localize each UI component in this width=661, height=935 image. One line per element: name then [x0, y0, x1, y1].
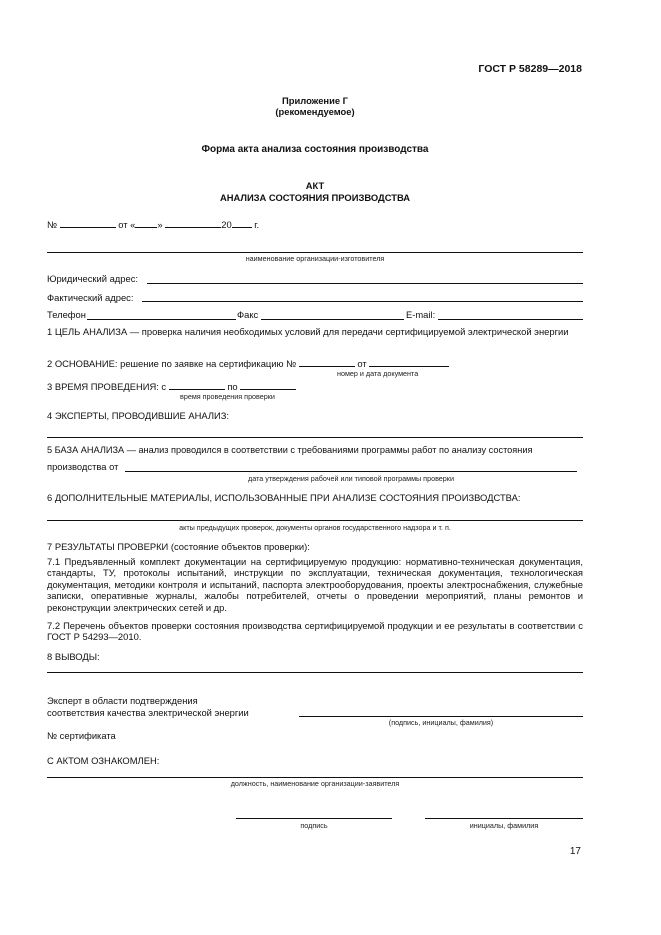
- act-subtitle: АНАЛИЗА СОСТОЯНИЯ ПРОИЗВОДСТВА: [219, 192, 411, 203]
- section-5-production-from: производства от: [47, 461, 119, 472]
- act-month-field[interactable]: [165, 218, 221, 228]
- section-5-base: 5 БАЗА АНАЛИЗА — анализ проводился в соответствии с требованиями программы работ по анализу состояния: [47, 445, 533, 455]
- appendix-title: Приложение Г: [282, 95, 348, 106]
- act-day-field[interactable]: [135, 218, 157, 228]
- section-2-basis: [47, 357, 449, 369]
- expert-title-line-1: Эксперт в области подтверждения: [47, 695, 198, 706]
- section-2-caption: номер и дата документа: [337, 369, 419, 378]
- section-5-caption: дата утверждения рабочей или типовой программы проверки: [248, 474, 454, 483]
- section-6-caption: акты предыдущих проверок, документы органов государственного надзора и т. п.: [179, 523, 451, 532]
- legal-address-label: Юридический адрес:: [47, 273, 138, 284]
- organization-line[interactable]: [47, 252, 583, 253]
- signature-line[interactable]: [236, 818, 392, 819]
- organization-caption: наименование организации-изготовителя: [245, 254, 385, 263]
- year-prefix: 20: [221, 219, 232, 230]
- email-field[interactable]: [438, 319, 583, 320]
- act-number-line: [47, 218, 259, 230]
- date-from-label: от «: [118, 219, 136, 230]
- fax-field[interactable]: [261, 319, 404, 320]
- applicant-caption: должность, наименование организации-заявителя: [230, 779, 400, 788]
- materials-line[interactable]: [47, 520, 583, 521]
- name-line[interactable]: [425, 818, 583, 819]
- section-3-label: 3 ВРЕМЯ ПРОВЕДЕНИЯ: с: [47, 381, 167, 392]
- act-title: АКТ: [305, 180, 325, 191]
- phone-label: Телефон: [47, 309, 86, 320]
- section-7-results: 7 РЕЗУЛЬТАТЫ ПРОВЕРКИ (состояние объектов проверки):: [47, 541, 310, 552]
- time-from-field[interactable]: [169, 380, 225, 390]
- certificate-number-label: № сертификата: [47, 730, 116, 741]
- application-date-field[interactable]: [369, 357, 449, 367]
- section-7-2-objects: 7.2 Перечень объектов проверки состояния производства сертифицируемой продукции и ее результаты в соответствии с ГОСТ Р 54293—2010.: [47, 620, 583, 643]
- number-sign: №: [47, 219, 58, 230]
- expert-signature-line[interactable]: [299, 716, 583, 717]
- expert-signature-caption: (подпись, инициалы, фамилия): [388, 718, 494, 727]
- section-3-to: по: [227, 381, 238, 392]
- section-2-label: 2 ОСНОВАНИЕ: решение по заявке на сертификацию №: [47, 358, 297, 369]
- doc-code: ГОСТ Р 58289—2018: [478, 63, 582, 75]
- signature-caption: подпись: [300, 821, 328, 830]
- actual-address-label: Фактический адрес:: [47, 292, 134, 303]
- act-number-field[interactable]: [60, 218, 116, 228]
- section-3-time: [47, 380, 296, 392]
- actual-address-field[interactable]: [142, 301, 583, 302]
- section-4-experts: 4 ЭКСПЕРТЫ, ПРОВОДИВШИЕ АНАЛИЗ:: [47, 410, 230, 421]
- page-number: 17: [569, 846, 581, 857]
- appendix-subtitle: (рекомендуемое): [275, 106, 355, 117]
- expert-title-line-2: соответствия качества электрической энергии: [47, 707, 249, 718]
- conclusions-line[interactable]: [47, 672, 583, 673]
- phone-field[interactable]: [87, 319, 236, 320]
- program-date-field[interactable]: [125, 471, 577, 472]
- email-label: E-mail:: [406, 309, 436, 320]
- quote-close: »: [157, 219, 163, 230]
- acquainted-label: С АКТОМ ОЗНАКОМЛЕН:: [47, 755, 160, 766]
- applicant-line[interactable]: [47, 777, 583, 778]
- time-to-field[interactable]: [240, 380, 296, 390]
- section-2-from: от: [357, 358, 367, 369]
- act-year-field[interactable]: [232, 218, 252, 228]
- fax-label: Факс: [237, 309, 259, 320]
- section-3-caption: время проведения проверки: [180, 392, 275, 401]
- section-8-conclusions: 8 ВЫВОДЫ:: [47, 651, 100, 662]
- legal-address-field[interactable]: [147, 283, 583, 284]
- experts-line[interactable]: [47, 437, 583, 438]
- form-title: Форма акта анализа состояния производства: [201, 144, 429, 155]
- section-6-materials: 6 ДОПОЛНИТЕЛЬНЫЕ МАТЕРИАЛЫ, ИСПОЛЬЗОВАННЫЕ ПРИ АНАЛИЗЕ СОСТОЯНИЯ ПРОИЗВОДСТВА:: [47, 492, 521, 503]
- name-caption: инициалы, фамилия: [469, 821, 539, 830]
- section-1-goal: 1 ЦЕЛЬ АНАЛИЗА — проверка наличия необходимых условий для передачи сертифицируемой электрической энергии: [47, 326, 569, 337]
- year-suffix: г.: [254, 219, 260, 230]
- section-7-1-documentation: 7.1 Предъявленный комплект документации на сертифицируемую продукцию: нормативно-техническая документация, стандарты, ТУ, протоколы испытаний, инструкции по эксплуатации, техническая документация, технологическая документация, методики контроля и испытаний, паспорта электрооборудования, проекты электроснабжения, служебные записки, оперативные журналы, жалобы потребителей, отчеты о проведении мероприятий, планы ремонтов и реконструкции электрических сетей и др.: [47, 556, 583, 613]
- application-number-field[interactable]: [299, 357, 355, 367]
